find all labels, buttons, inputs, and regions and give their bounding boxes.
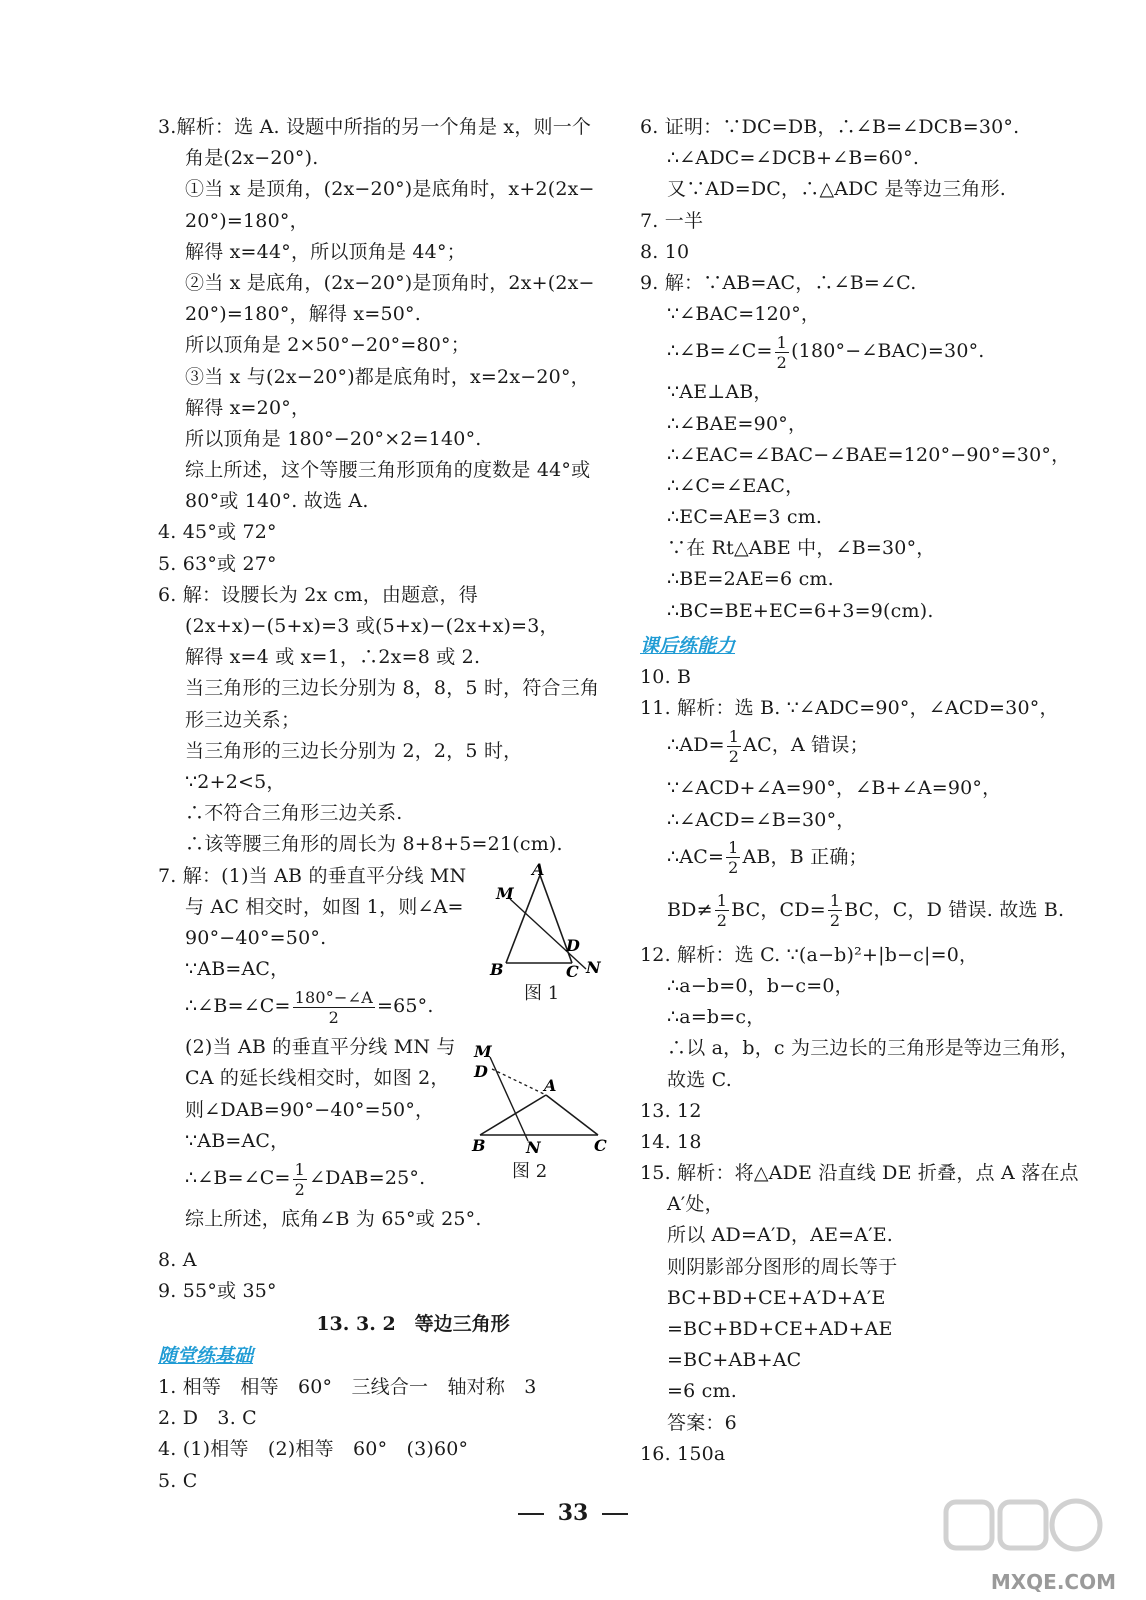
text-line: ∴EC=AE=3 cm. (667, 506, 823, 529)
text-line: 5. 63°或 27° (158, 552, 277, 575)
text-line: ∵2+2<5， (185, 770, 286, 793)
watermark-shape (946, 1502, 992, 1548)
text-span: BC，C，D 错误. 故选 B. (844, 898, 1065, 921)
label-A: A (532, 860, 545, 879)
text-line: 角是(2x−20°). (185, 147, 319, 170)
text-line: 20°)=180°，解得 x=50°. (185, 303, 421, 326)
text-line: 综上所述，底角∠B 为 65°或 25°. (185, 1208, 482, 1230)
text-line: ∴不符合三角形三边关系. (185, 802, 403, 825)
fraction-denominator: 2 (776, 352, 788, 372)
text-line: ∴∠BAE=90°， (667, 412, 808, 435)
text-line: ∵∠BAC=120°， (667, 303, 821, 326)
fraction (715, 891, 729, 930)
text-line: 9. 55°或 35° (158, 1279, 277, 1302)
text-span: ∴AD= (667, 734, 725, 757)
fraction (828, 891, 842, 930)
question-7-block (158, 861, 608, 1245)
text-line: 5. C (158, 1469, 198, 1492)
watermark-shape (1052, 1501, 1100, 1549)
text-line: 80°或 140°. 故选 A. (185, 490, 369, 513)
text-line: ∴∠C=∠EAC， (667, 474, 805, 497)
text-line: 11. 解析：选 B. ∵∠ADC=90°，∠ACD=30°， (640, 697, 1059, 720)
fraction-denominator: 2 (294, 1179, 306, 1199)
right-column (640, 112, 1092, 1470)
label-M: M (496, 883, 514, 903)
label-N: N (526, 1137, 541, 1153)
fraction (293, 1160, 307, 1199)
text-line: 7. 解：(1)当 AB 的垂直平分线 MN (158, 864, 467, 887)
text-line: =6 cm. (667, 1380, 737, 1403)
section-title: 13. 3. 2 等边三角形 (316, 1312, 510, 1335)
text-line: 则阴影部分图形的周长等于 (667, 1255, 898, 1278)
page-number-dash-right (602, 1513, 628, 1515)
fraction-line (640, 889, 1092, 932)
text-line: ∴a=b=c， (667, 1006, 766, 1029)
text-line: ∵AB=AC， (185, 1129, 290, 1152)
fraction-numerator: 1 (728, 838, 739, 858)
text-line: CA 的延长线相交时，如图 2， (185, 1067, 450, 1090)
segment-AC (546, 1095, 598, 1135)
fraction-denominator: 2 (728, 858, 739, 878)
page-number-dash-left (518, 1513, 544, 1515)
fraction (727, 727, 741, 766)
text-line: 8. 10 (640, 240, 690, 263)
text-line: ∵在 Rt△ABE 中，∠B=30°， (667, 537, 936, 560)
text-line: 90°−40°=50°. (185, 926, 327, 949)
label-D: D (474, 1061, 488, 1081)
label-C: C (566, 961, 579, 981)
text-line: (2)当 AB 的垂直平分线 MN 与 (185, 1036, 456, 1059)
fraction-numerator: 1 (776, 332, 788, 352)
text-line: 20°)=180°， (185, 209, 309, 232)
fraction-numerator: 1 (294, 1159, 306, 1179)
text-line: 综上所述，这个等腰三角形顶角的度数是 44°或 (185, 459, 591, 482)
text-line: ∵AB=AC， (185, 958, 290, 981)
segment-BA (480, 1095, 546, 1135)
line-MN (490, 1057, 528, 1141)
text-line: 12. 解析：选 C. ∵(a−b)²+|b−c|=0， (640, 943, 979, 966)
text-line: ∴该等腰三角形的周长为 8+8+5=21(cm). (185, 833, 563, 856)
fraction-numerator: 1 (716, 891, 728, 911)
text-line: 7. 一半 (640, 209, 704, 232)
figure-1-caption: 图 1 (524, 982, 560, 1004)
figure-2-triangle (470, 1043, 610, 1153)
fraction-numerator: 1 (728, 726, 740, 746)
text-line: 4. (1)相等 (2)相等 60° (3)60° (158, 1438, 469, 1461)
fraction-denominator: 2 (716, 911, 728, 931)
fraction-denominator: 2 (728, 746, 740, 766)
fraction-numerator: 180°−∠A (294, 987, 373, 1007)
text-line: ∴a−b=0，b−c=0， (667, 974, 854, 997)
text-line: 10. B (640, 666, 692, 688)
text-line: 15. 解析：将△ADE 沿直线 DE 折叠，点 A 落在点 (640, 1162, 1079, 1185)
text-span: BC，CD= (731, 898, 826, 921)
text-line: 答案：6 (667, 1411, 737, 1434)
text-line: 14. 18 (640, 1130, 702, 1153)
fraction-line (640, 836, 1092, 879)
text-line: ∵∠ACD+∠A=90°，∠B+∠A=90°， (667, 777, 1002, 800)
text-span: =65°. (376, 995, 434, 1018)
text-line: 当三角形的三边长分别为 8，8，5 时，符合三角 (185, 677, 600, 700)
text-line: 当三角形的三边长分别为 2，2，5 时， (185, 739, 523, 762)
label-B: B (472, 1135, 486, 1153)
figure-1-triangle (488, 861, 608, 991)
fraction (726, 838, 740, 877)
label-D: D (566, 935, 580, 955)
label-N: N (586, 957, 601, 977)
text-line: (2x+x)−(5+x)=3 或(5+x)−(2x+x)=3， (185, 615, 559, 637)
fraction-denominator: 2 (829, 911, 841, 931)
watermark-text: MXQE.COM (990, 1570, 1116, 1594)
text-line: ∵AE⊥AB， (667, 381, 773, 404)
text-line: ∴∠ADC=∠DCB+∠B=60°. (667, 147, 920, 170)
text-line: ∴BC=BE+EC=6+3=9(cm). (667, 599, 934, 622)
text-line: ①当 x 是顶角，(2x−20°)是底角时，x+2(2x− (185, 178, 595, 201)
text-line: 形三边关系； (185, 708, 301, 731)
text-line: 解得 x=20°， (185, 396, 311, 419)
label-C: C (594, 1135, 607, 1153)
text-span: AC，A 错误； (743, 734, 869, 757)
text-line: 解得 x=4 或 x=1，∴2x=8 或 2. (185, 646, 481, 669)
text-line: =BC+AB+AC (667, 1349, 802, 1372)
text-span: ∴∠B=∠C= (667, 340, 773, 363)
text-span: ∠DAB=25°. (309, 1167, 426, 1189)
text-span: BD≠ (667, 898, 713, 921)
text-line: ∴BE=2AE=6 cm. (667, 568, 834, 591)
line-MN (510, 899, 586, 969)
text-span: ∴∠B=∠C= (185, 1167, 291, 1189)
label-B: B (490, 959, 504, 979)
text-line: BC+BD+CE+A′D+A′E (667, 1286, 886, 1309)
figure-2-caption: 图 2 (512, 1160, 548, 1182)
text-line: 4. 45°或 72° (158, 521, 277, 544)
text-line: 6. 解：设腰长为 2x cm，由题意，得 (158, 583, 478, 606)
fraction-line (640, 330, 1092, 373)
text-line: 1. 相等 相等 60° 三线合一 轴对称 3 (158, 1376, 537, 1399)
text-line: 8. A (158, 1248, 197, 1271)
fraction-numerator: 1 (829, 891, 841, 911)
label-A: A (544, 1075, 557, 1095)
text-line: ∴∠EAC=∠BAC−∠BAE=120°−90°=30°， (667, 443, 1071, 466)
fraction (293, 988, 375, 1027)
text-line: A′处， (667, 1193, 724, 1216)
extension-CA (492, 1069, 546, 1095)
text-line: 13. 12 (640, 1099, 702, 1122)
watermark-shape (1000, 1502, 1046, 1548)
text-line: 又∵AD=DC，∴△ADC 是等边三角形. (667, 178, 1007, 201)
text-line: ∴∠ACD=∠B=30°， (667, 808, 856, 831)
text-line: 所以顶角是 2×50°−20°=80°； (185, 334, 470, 357)
text-line: 2. D 3. C (158, 1407, 257, 1430)
text-line: ②当 x 是底角，(2x−20°)是顶角时，2x+(2x− (185, 271, 595, 294)
text-line: ∴以 a，b，c 为三边长的三角形是等边三角形， (667, 1037, 1080, 1060)
text-line: 3.解析：选 A. 设题中所指的另一个角是 x，则一个 (158, 116, 592, 138)
text-line: 9. 解：∵AB=AC，∴∠B=∠C. (640, 271, 917, 294)
text-line: 与 AC 相交时，如图 1，则∠A= (185, 895, 464, 918)
text-line: 所以 AD=A′D，AE=A′E. (667, 1224, 894, 1247)
page-number-value: 33 (557, 1500, 589, 1526)
text-line: 所以顶角是 180°−20°×2=140°. (185, 427, 482, 450)
text-span: AB，B 正确； (742, 845, 868, 868)
fraction (775, 333, 789, 372)
text-line: 6. 证明：∵DC=DB，∴∠B=∠DCB=30°. (640, 116, 1020, 138)
text-line: ③当 x 与(2x−20°)都是底角时，x=2x−20°， (185, 365, 590, 388)
text-line: =BC+BD+CE+AD+AE (667, 1318, 893, 1340)
left-answer-lines (158, 112, 608, 861)
text-line: 16. 150a (640, 1442, 726, 1465)
text-line: 故选 C. (667, 1068, 732, 1091)
label-M: M (474, 1042, 492, 1061)
left-column (158, 112, 608, 1497)
fraction-line (640, 724, 1092, 767)
text-span: ∴∠B=∠C= (185, 995, 291, 1018)
section-heading-after-class: 课后练能力 (640, 634, 736, 657)
text-line: 则∠DAB=90°−40°=50°， (185, 1098, 435, 1121)
section-heading-basic: 随堂练基础 (158, 1344, 254, 1367)
text-span: ∴AC= (667, 845, 725, 868)
text-span: (180°−∠BAC)=30°. (791, 340, 985, 363)
fraction-denominator: 2 (328, 1007, 340, 1027)
text-line: 解得 x=44°，所以顶角是 44°； (185, 240, 466, 263)
